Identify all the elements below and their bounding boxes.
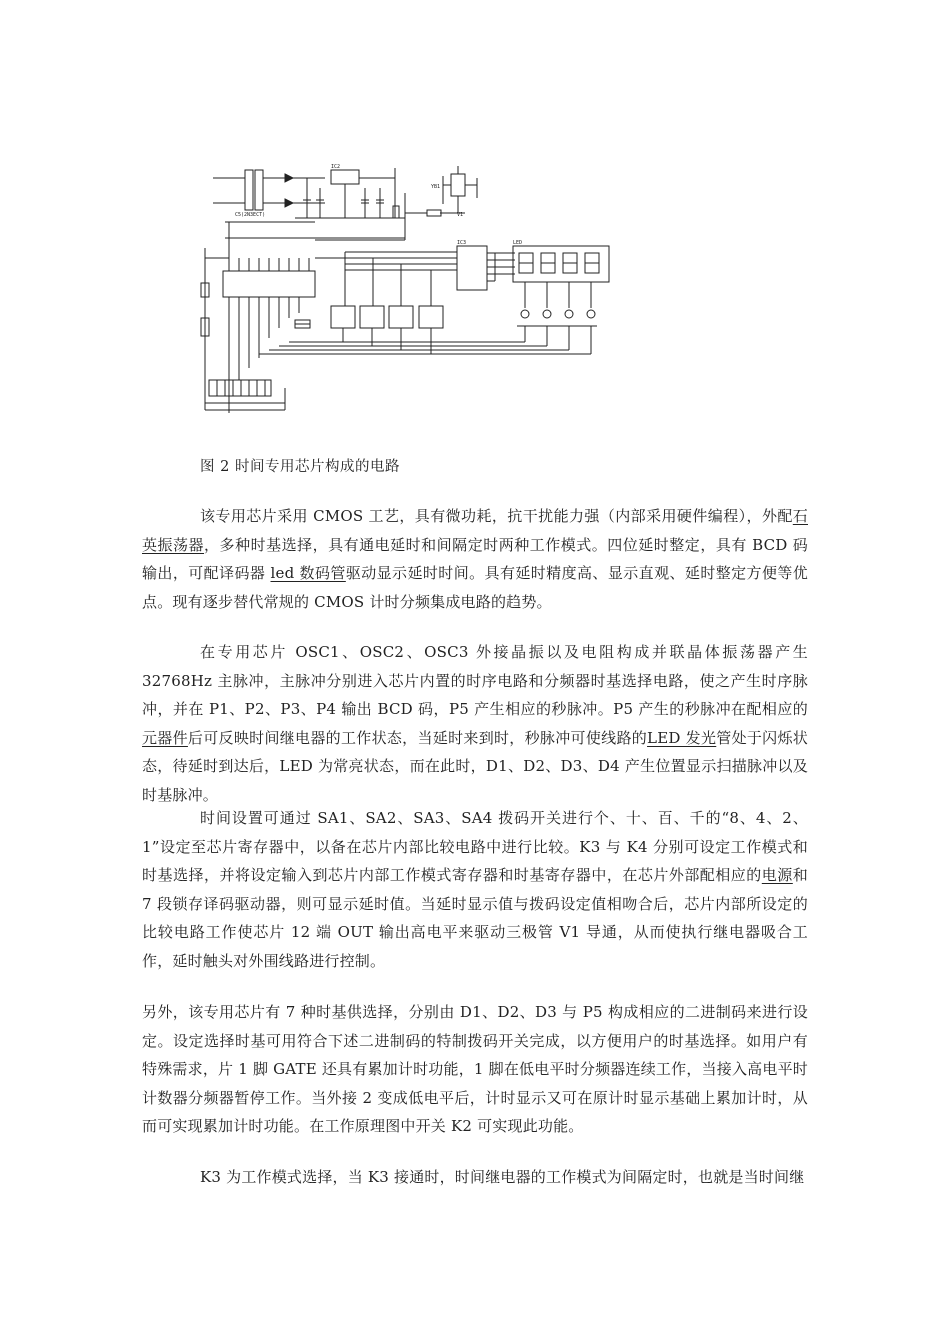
label-ic2: IC2 (331, 164, 341, 170)
paragraph-text: K3 为工作模式选择，当 K3 接通时，时间继电器的工作模式为间隔定时，也就是当时间继 (200, 1168, 805, 1186)
paragraph-text: 后可反映时间继电器的工作状态，当延时来到时，秒脉冲可使线路的 (187, 728, 648, 747)
paragraph-3 (142, 804, 808, 976)
diagram-labels (235, 164, 522, 246)
label-led: LED (513, 240, 523, 246)
inline-link[interactable]: 元器件 (142, 728, 188, 747)
label-v1: V1 (457, 212, 464, 218)
paragraph-text: 另外，该专用芯片有 7 种时基供选择，分别由 D1、D2、D3 与 P5 构成相应的二进制码来进行设定。设定选择时基可用符合下述二进制码的特制拨码开关完成，以方便用户的时基选择。如用户有特殊需求，片 1 脚 GATE 还具有累加计时功能，1 脚在低电平时分频器连续工作，当接入高电平时计数器分频器暂停工作。当外接 2 变成低电平后，计时显示又可在原计时显示基础上累加计时，从而可实现累加计时功能。在工作原理图中开关 K2 可实现此功能。 (142, 1003, 808, 1136)
label-c5: C5(2N3ECT) (235, 212, 266, 218)
paragraph-text: 在专用芯片 OSC1、OSC2、OSC3 外接晶振以及电阻构成并联晶体振荡器产生 32768Hz 主脉冲，主脉冲分别进入芯片内置的时序电路和分频器时基选择电路，使之产生时序脉冲，并在 P1、P2、P3、P4 输出 BCD 码，P5 产生相应的秒脉冲。P5 产生的秒脉冲在配相应的 (142, 643, 808, 719)
inline-link[interactable]: LED 发光 (647, 728, 717, 747)
paragraph-text: 和 7 段锁存译码驱动器，则可显示延时值。当延时显示值与拨码设定值相吻合后，芯片内部所设定的比较电路工作使芯片 12 端 OUT 输出高电平来驱动三极管 V1 导通，从而使执行继电器吸合工作，延时触头对外围线路进行控制。 (142, 866, 808, 970)
paragraph-text: 该专用芯片采用 CMOS 工艺，具有微功耗，抗干扰能力强（内部采用硬件编程），外配 (200, 507, 793, 525)
paragraph-4 (142, 998, 808, 1141)
figure-caption: 图 2 时间专用芯片构成的电路 (200, 459, 400, 475)
paragraph-5 (142, 1163, 808, 1192)
label-relay: YB1 (431, 184, 441, 190)
main-ic (201, 222, 315, 413)
paragraph-2 (142, 638, 808, 810)
circuit-diagram (195, 158, 625, 420)
paragraph-text: ，多种时基选择，具有通电延时和间隔定时两种工作模式。四位延时整定，具有 BCD 码输出，可配译码器 (142, 535, 808, 583)
paragraph-text: 管处于闪烁状态，待延时到达后，LED 为常亮状态，而在此时，D1、D2、D3、D4 产生位置显示扫描脉冲以及时基脉冲。 (142, 728, 808, 804)
power-supply-section (213, 168, 405, 238)
inline-link[interactable]: 石英振荡器 (142, 507, 808, 554)
relay-section (315, 166, 477, 240)
inline-link[interactable]: led 数码管 (270, 564, 346, 583)
paragraph-text: 驱动显示延时时间。具有延时精度高、显示直观、延时整定方便等优点。现有逐步替代常规的 CMOS 计时分频集成电路的趋势。 (142, 564, 808, 611)
inline-link[interactable]: 电源 (761, 866, 793, 885)
paragraph-1 (142, 502, 808, 616)
paragraph-text: 时间设置可通过 SA1、SA2、SA3、SA4 拨码开关进行个、十、百、千的“8、4、2、1”设定至芯片寄存器中，以备在芯片内部比较电路中进行比较。K3 与 K4 分别可设定工作模式和时基选择，并将设定输入到芯片内部工作模式寄存器和时基寄存器中，在芯片外部配相应的 (142, 809, 808, 885)
led-display (513, 246, 609, 326)
label-ic3: IC3 (457, 240, 467, 246)
bottom-switch-block (205, 358, 285, 410)
